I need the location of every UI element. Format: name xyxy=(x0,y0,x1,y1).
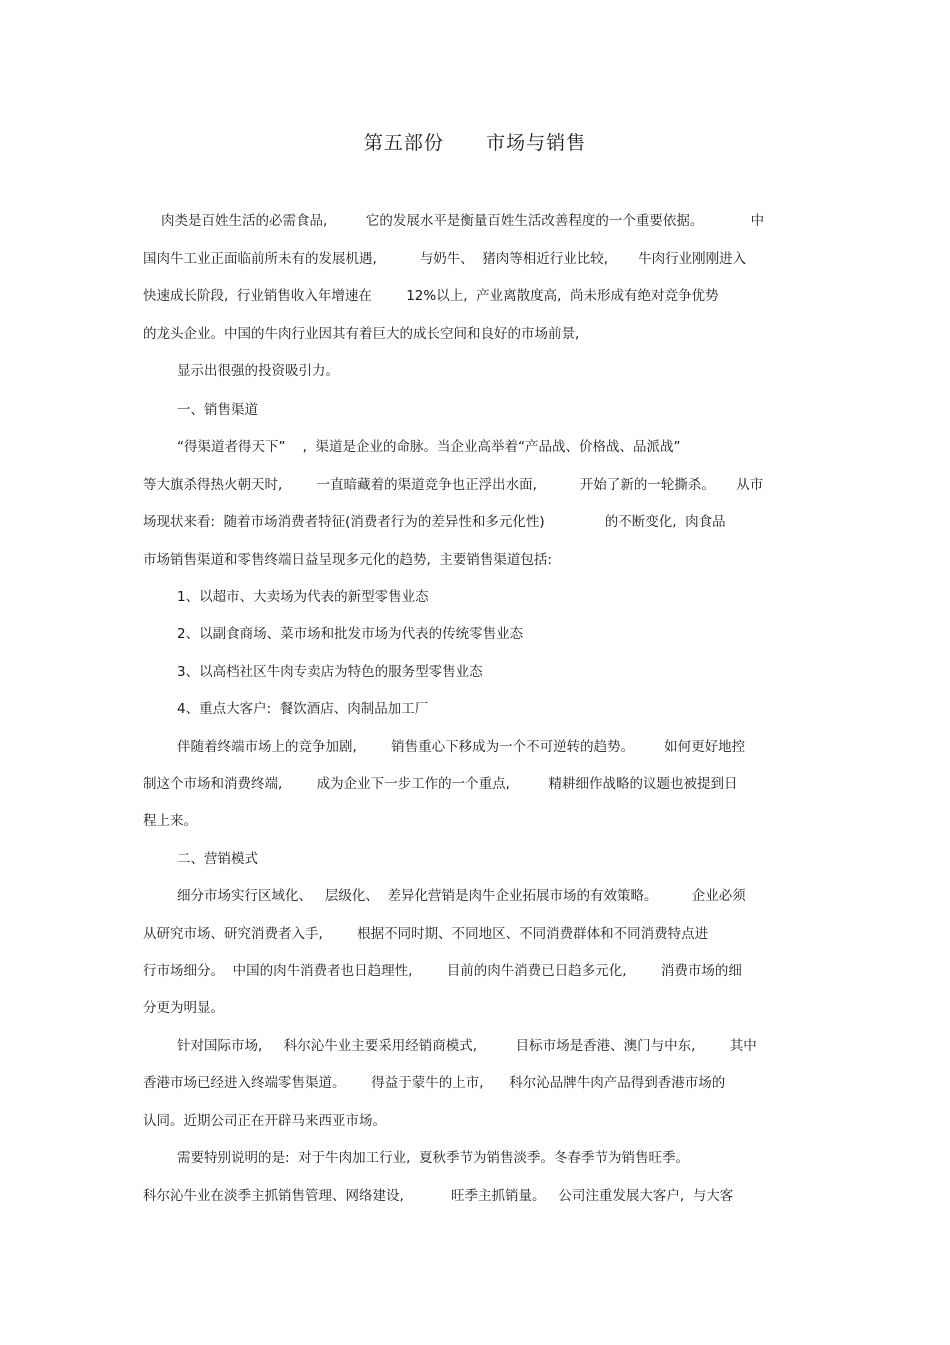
list-item: 3、以高档社区牛肉专卖店为特色的服务型零售业态 xyxy=(177,664,483,680)
paragraph-line: 认同。近期公司正在开辟马来西亚市场。 xyxy=(143,1113,386,1129)
paragraph-line: 科尔沁牛业在淡季主抓销售管理、网络建设, 旺季主抓销量。 公司注重发展大客户, 与大客 xyxy=(143,1188,734,1204)
paragraph-line: 针对国际市场, 科尔沁牛业主要采用经销商模式, 目标市场是香港、澳门与中东, 其中 xyxy=(177,1038,757,1054)
paragraph-line: 分更为明显。 xyxy=(143,1000,224,1016)
section-heading: 一、销售渠道 xyxy=(177,402,258,418)
paragraph-line: 显示出很强的投资吸引力。 xyxy=(177,363,339,379)
list-item: 1、以超市、大卖场为代表的新型零售业态 xyxy=(177,589,429,605)
paragraph-line: 等大旗杀得热火朝天时, 一直暗藏着的渠道竞争也正浮出水面, 开始了新的一轮撕杀。 从市 xyxy=(143,477,764,493)
paragraph-line: 细分市场实行区域化、 层级化、 差异化营销是肉牛企业拓展市场的有效策略。 企业必须 xyxy=(177,888,746,904)
section-heading: 二、营销模式 xyxy=(177,851,258,867)
paragraph-line: 行市场细分。 中国的肉牛消费者也日趋理性, 目前的肉牛消费已日趋多元化, 消费市场的细 xyxy=(143,963,742,979)
paragraph-line: 场现状来看: 随着市场消费者特征(消费者行为的差异性和多元化性) 的不断变化, 肉食品 xyxy=(143,514,726,530)
paragraph-line: 伴随着终端市场上的竞争加剧, 销售重心下移成为一个不可逆转的趋势。 如何更好地控 xyxy=(177,739,746,755)
paragraph-line: 需要特别说明的是: 对于牛肉加工行业, 夏秋季节为销售淡季。冬春季节为销售旺季。 xyxy=(177,1150,690,1166)
page-title: 第五部份 市场与销售 xyxy=(363,132,587,154)
paragraph-line: 国肉牛工业正面临前所未有的发展机遇, 与奶牛、 猪肉等相近行业比较, 牛肉行业刚刚进入 xyxy=(143,251,747,267)
list-item: 2、以副食商场、菜市场和批发市场为代表的传统零售业态 xyxy=(177,626,524,642)
paragraph-line: 程上来。 xyxy=(143,813,197,829)
paragraph-line: “得渠道者得天下” , 渠道是企业的命脉。当企业高举着“产品战、价格战、品派战” xyxy=(177,439,681,455)
list-item: 4、重点大客户: 餐饮酒店、肉制品加工厂 xyxy=(177,701,429,717)
paragraph-line: 香港市场已经进入终端零售渠道。 得益于蒙牛的上市, 科尔沁品牌牛肉产品得到香港市场的 xyxy=(143,1075,726,1091)
paragraph-line: 肉类是百姓生活的必需食品, 它的发展水平是衡量百姓生活改善程度的一个重要依据。 中 xyxy=(161,213,765,229)
paragraph-line: 快速成长阶段, 行业销售收入年增速在 12%以上, 产业离散度高, 尚未形成有绝对竞争优势 xyxy=(143,288,719,304)
paragraph-line: 从研究市场、研究消费者入手, 根据不同时期、不同地区、不同消费群体和不同消费特点进 xyxy=(143,926,709,942)
paragraph-line: 制这个市场和消费终端, 成为企业下一步工作的一个重点, 精耕细作战略的议题也被提到日 xyxy=(143,776,738,792)
paragraph-line: 市场销售渠道和零售终端日益呈现多元化的趋势, 主要销售渠道包括: xyxy=(143,552,552,568)
paragraph-line: 的龙头企业。中国的牛肉行业因其有着巨大的成长空间和良好的市场前景, xyxy=(143,326,580,342)
